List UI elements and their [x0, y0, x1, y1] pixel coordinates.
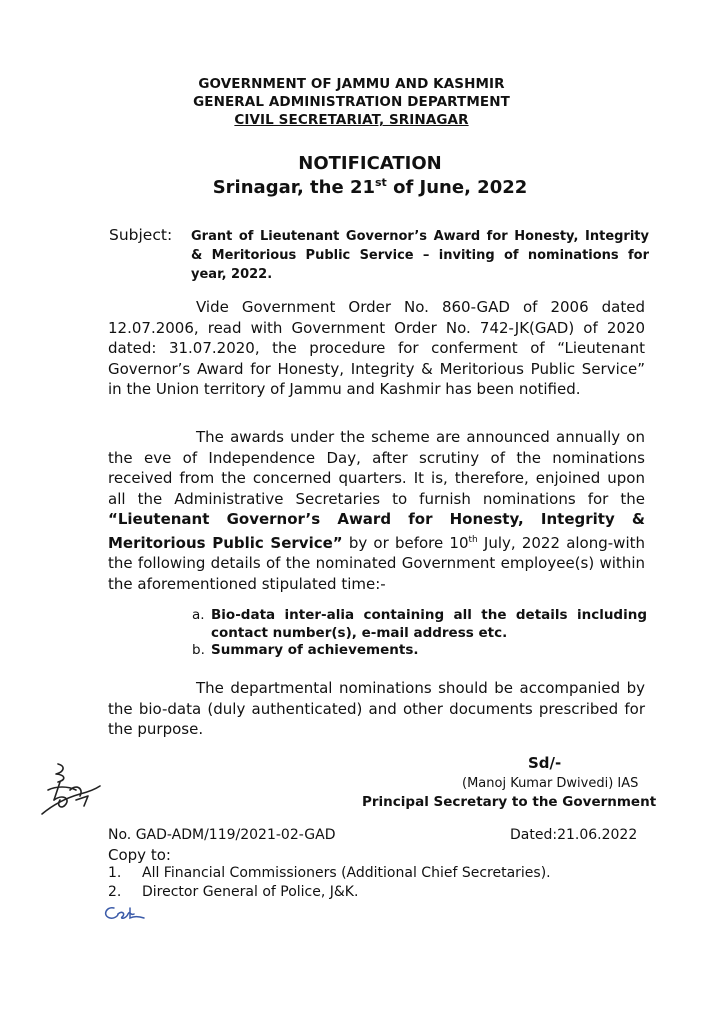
signatory-title: Principal Secretary to the Government — [362, 794, 657, 810]
reference-number: No. GAD-ADM/119/2021-02-GAD — [108, 827, 336, 843]
header-secretariat: CIVIL SECRETARIAT, SRINAGAR — [234, 112, 469, 128]
notification-title: NOTIFICATION — [298, 153, 442, 174]
copy-to-list — [108, 864, 551, 902]
requirements-list — [192, 607, 647, 660]
subject-label: Subject: — [109, 226, 173, 244]
handwritten-signature-icon — [36, 760, 106, 822]
handwritten-initials-icon — [100, 902, 148, 924]
signatory-name: (Manoj Kumar Dwivedi) IAS — [462, 776, 639, 791]
list-item: a. Bio-data inter-alia containing all the details including contact number(s), e-mail address etc. — [192, 607, 647, 641]
issue-date: Dated:21.06.2022 — [510, 827, 638, 843]
subject-text: Grant of Lieutenant Governor’s Award for Honesty, Integrity & Meritorious Public Service – inviting of nominations for year, 2022. — [191, 229, 649, 282]
body-paragraph-3: The departmental nominations should be accompanied by the bio-data (duly authenticated) and other documents prescribed for the purpose. — [108, 679, 645, 738]
body-paragraph-2: The awards under the scheme are announced annually on the eve of Independence Day, after scrutiny of the nominations received from the concerned quarters. It is, therefore, enjoined upon all the Administrative Secretaries to furnish nominations for the “Lieutenant Governor’s Award for Honesty, Integrity & Meritorious Public Service” by or before 10th July, 2022 along-with the following details of the nominated Government employee(s) within the aforementioned stipulated time:- — [108, 428, 646, 593]
list-item: 1. All Financial Commissioners (Additional Chief Secretaries). — [108, 865, 551, 881]
body-paragraph-1: Vide Government Order No. 860-GAD of 2006 dated 12.07.2006, read with Government Order No. 742-JK(GAD) of 2020 dated: 31.07.2020, the procedure for conferment of “Lieutenant Governor’s Award for Honesty, Integrity & Meritorious Public Service” in the Union territory of Jammu and Kashmir has been notified. — [108, 298, 645, 398]
list-item: 2. Director General of Police, J&K. — [108, 884, 359, 900]
list-item: b. Summary of achievements. — [192, 642, 419, 658]
header-department: GENERAL ADMINISTRATION DEPARTMENT — [193, 94, 510, 110]
sd-mark: Sd/- — [528, 754, 562, 772]
copy-to-label: Copy to: — [108, 846, 171, 864]
notification-date: Srinagar, the 21st of June, 2022 — [212, 176, 528, 198]
header-government: GOVERNMENT OF JAMMU AND KASHMIR — [198, 76, 505, 92]
